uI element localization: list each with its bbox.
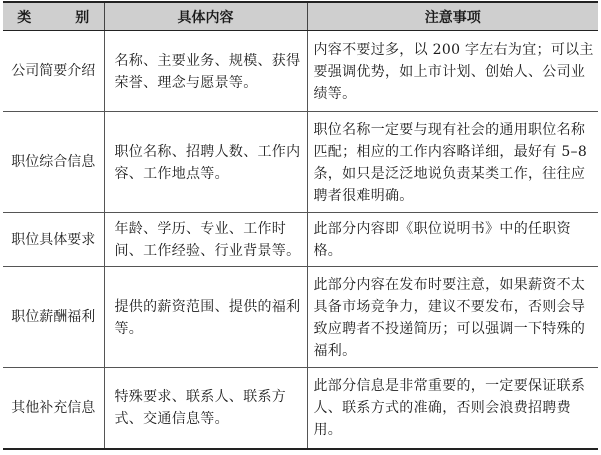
row-content: 提供的薪资范围、提供的福利等。: [104, 267, 307, 368]
header-content: 具体内容: [104, 2, 307, 31]
row-notes: 内容不要过多，以 200 字左右为宜；可以主要强调优势，如上市计划、创始人、公司业绩等。: [307, 31, 598, 112]
header-category: 类 别: [3, 2, 104, 31]
row-notes: 此部分内容即《职位说明书》中的任职资格。: [307, 213, 598, 267]
row-category: 公司简要介绍: [3, 31, 104, 112]
table-row: [3, 31, 598, 112]
row-content: 名称、主要业务、规模、获得荣誉、理念与愿景等。: [104, 31, 307, 112]
header-notes: 注意事项: [307, 2, 598, 31]
table-row: [3, 213, 598, 267]
recruitment-info-table: [3, 1, 598, 450]
row-content: 特殊要求、联系人、联系方式、交通信息等。: [104, 368, 307, 449]
table-row: [3, 368, 598, 449]
row-category: 职位薪酬福利: [3, 267, 104, 368]
row-content: 年龄、学历、专业、工作时间、工作经验、行业背景等。: [104, 213, 307, 267]
row-notes: 此部分内容在发布时要注意，如果薪资不太具备市场竞争力，建议不要发布，否则会导致应聘者不投递简历；可以强调一下特殊的福利。: [307, 267, 598, 368]
row-notes: 此部分信息是非常重要的，一定要保证联系人、联系方式的准确，否则会浪费招聘费用。: [307, 368, 598, 449]
row-notes: 职位名称一定要与现有社会的通用职位名称匹配；相应的工作内容略详细，最好有 5–8 条，如只是泛泛地说负责某类工作，往往应聘者很难明确。: [307, 112, 598, 213]
table-row: [3, 112, 598, 213]
row-content: 职位名称、招聘人数、工作内容、工作地点等。: [104, 112, 307, 213]
row-category: 职位综合信息: [3, 112, 104, 213]
row-category: 其他补充信息: [3, 368, 104, 449]
table-header-row: [3, 2, 598, 31]
table-row: [3, 267, 598, 368]
row-category: 职位具体要求: [3, 213, 104, 267]
